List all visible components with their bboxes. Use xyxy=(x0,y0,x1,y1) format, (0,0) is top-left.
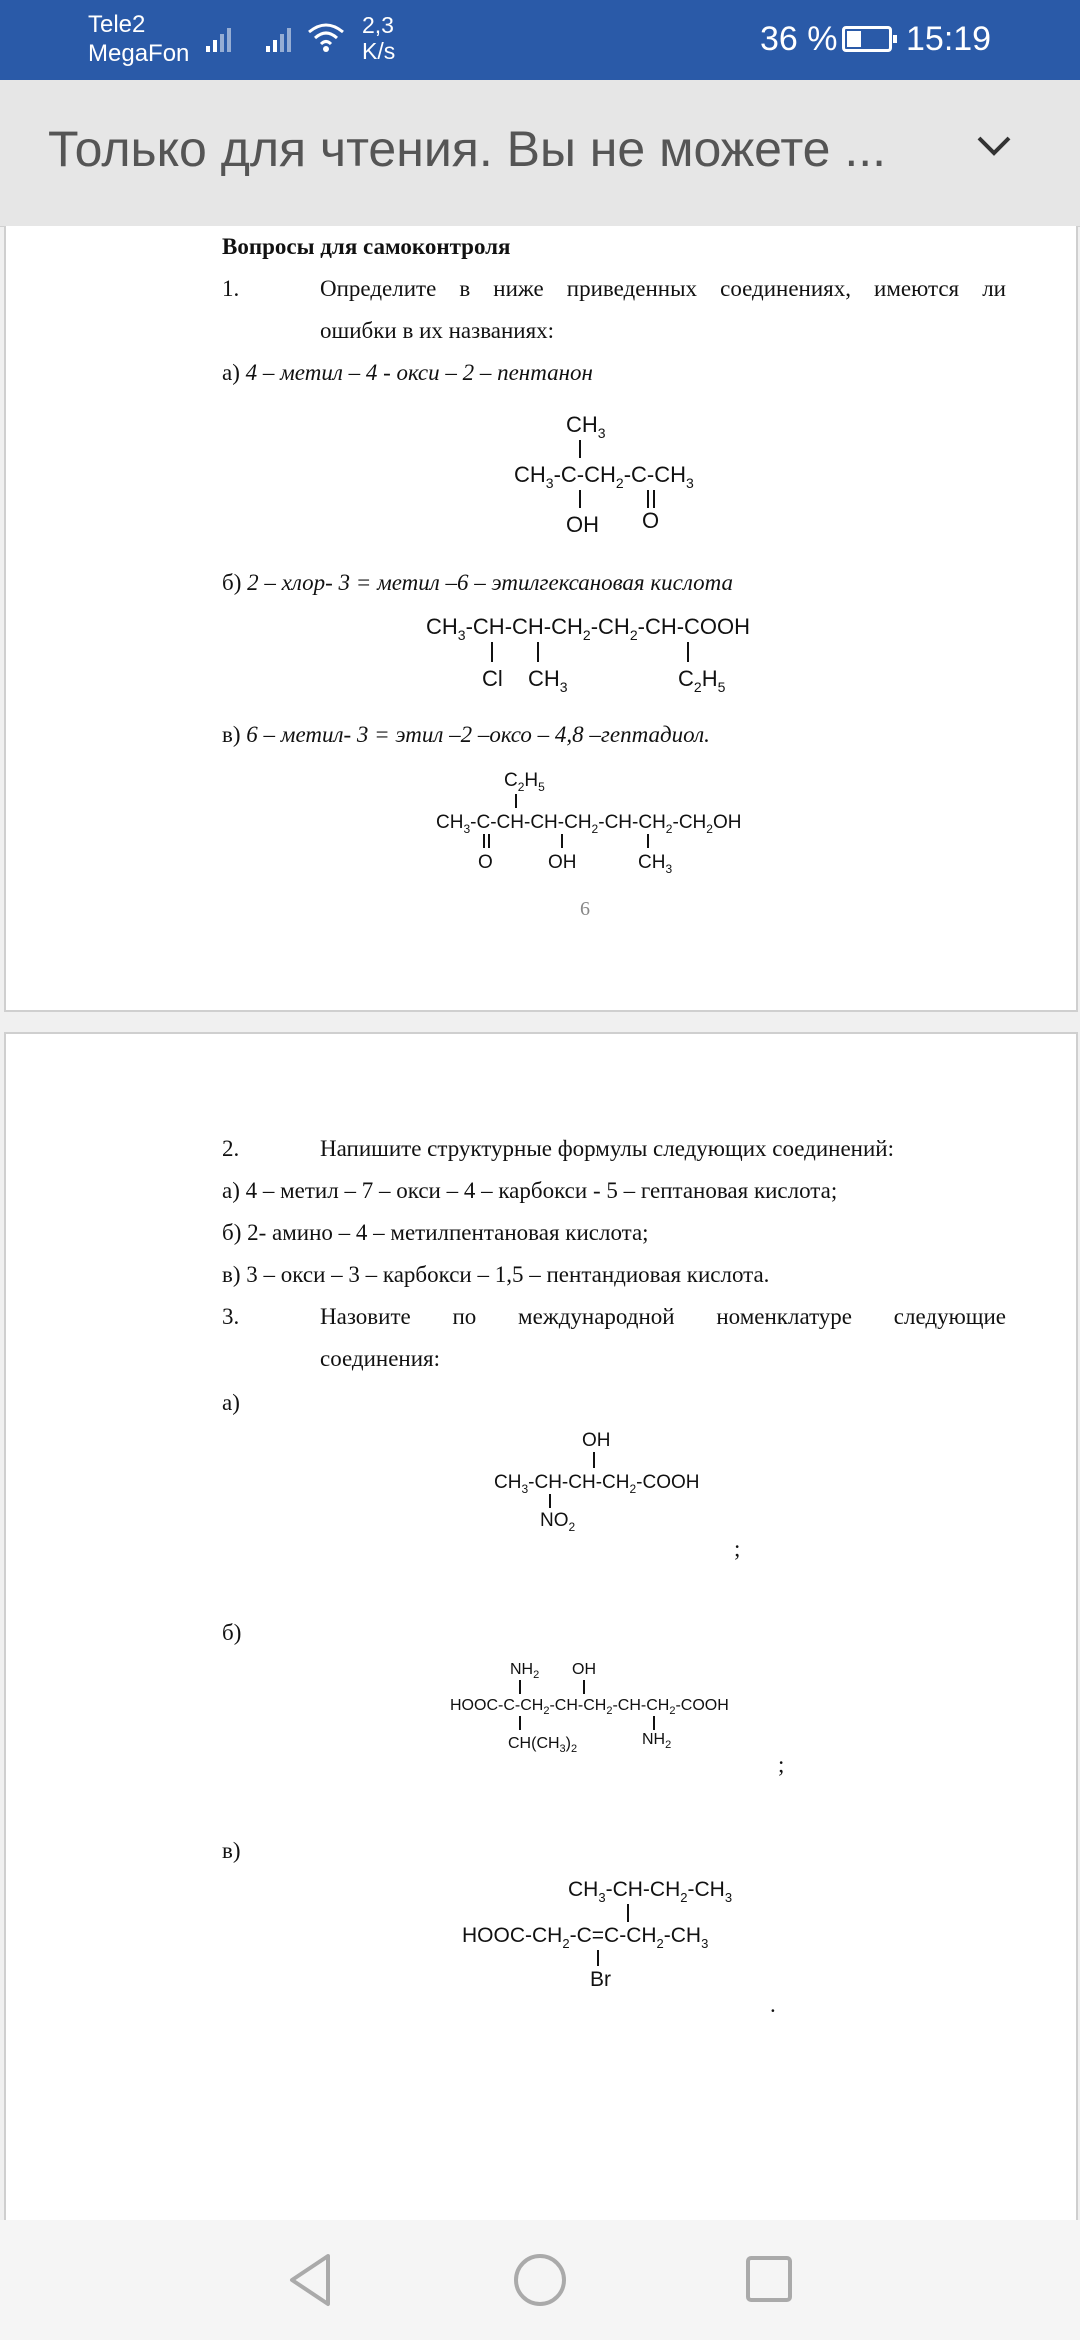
structure-a xyxy=(486,402,726,552)
network-speed xyxy=(362,12,395,64)
svg-text:O: O xyxy=(642,508,660,533)
navigation-bar xyxy=(0,2220,1080,2340)
item-b: б) 2- амино – 4 – метилпентановая кислота; xyxy=(222,1220,649,1245)
page-number: 6 xyxy=(580,898,590,920)
svg-text:OH: OH xyxy=(566,512,599,537)
svg-text:Br: Br xyxy=(590,1968,611,1991)
item-a: а) 4 – метил – 7 – окси – 4 – карбокси - 5 – гептановая кислота; xyxy=(222,1178,838,1203)
document-page-1 xyxy=(4,226,1078,1012)
signal-icon xyxy=(266,24,296,54)
item-v-label: в) xyxy=(222,1838,241,1863)
svg-text:C2H5: $C_2H_5$ xyxy=(678,666,726,695)
svg-text:HOOC-C-CH2-CH-CH2-CH-CH2-COOH: HOOC-$C-CH_2-CH-CH_2-CH-CH_2$-COOH xyxy=(450,1697,729,1717)
structure-3a xyxy=(490,1426,750,1534)
svg-text:CH3-C-CH-CH-CH2-CH-CH2-CH2OH: $CH_3-C-CH-CH-CH_2-CH-CH_2-CH_2OH$ xyxy=(436,812,742,836)
document-page-2 xyxy=(4,1032,1078,2222)
svg-text:NO2: $NO_2$ xyxy=(540,1510,576,1534)
svg-text:CH3-CH-CH-CH2-COOH: $CH_3-CH-CH-CH_2$-COOH xyxy=(494,1472,700,1496)
question-number: 2. xyxy=(222,1136,240,1161)
status-bar xyxy=(0,0,1080,80)
svg-text:CH3-CH-CH2-CH3: $CH_3-CH-CH_2-CH_3$ xyxy=(568,1878,733,1905)
question-text: ошибки в их названиях: xyxy=(320,318,555,343)
banner-text: Только для чтения. Вы не можете ... xyxy=(48,121,887,177)
speed-value: 2,3 xyxy=(362,12,394,38)
svg-text:C2H5: $C_2H_5$ xyxy=(504,770,545,794)
question-text: Напишите структурные формулы следующих соединений: xyxy=(320,1136,895,1161)
clock: 15:19 xyxy=(906,20,992,58)
wifi-icon xyxy=(306,20,346,54)
svg-text:HOOC-CH2-C=C-CH2-CH3: HOOC-$CH_2-C=C-CH_2-CH_3$ xyxy=(462,1924,709,1951)
signal-icon xyxy=(206,24,236,54)
home-icon[interactable] xyxy=(512,2250,568,2310)
carrier-2: MegaFon xyxy=(88,40,190,67)
item-a: а) 4 – метил – 4 - окси – 2 – пентанон xyxy=(222,360,593,385)
item-b-label: б) xyxy=(222,1620,242,1645)
chevron-down-icon[interactable] xyxy=(976,134,1012,158)
structure-b xyxy=(422,610,812,700)
svg-text:O: O xyxy=(478,852,493,873)
svg-text:CH3-CH-CH-CH2-CH2-CH-COOH: $CH_3-CH-CH-CH_2-CH_2-CH$-COOH xyxy=(426,614,751,643)
svg-text:Cl: Cl xyxy=(482,666,503,691)
structure-3b xyxy=(446,1658,786,1758)
question-number: 1. xyxy=(222,276,240,301)
structure-3v xyxy=(458,1872,778,2002)
section-heading: Вопросы для самоконтроля xyxy=(222,234,511,259)
back-icon[interactable] xyxy=(284,2250,334,2310)
svg-text:OH: OH xyxy=(572,1661,596,1678)
item-b: б) 2 – хлор- 3 = метил –6 – этилгексановая кислота xyxy=(222,570,734,595)
svg-text:OH: OH xyxy=(548,852,577,873)
read-only-banner[interactable] xyxy=(0,80,1080,227)
carrier-1: Tele2 xyxy=(88,11,146,38)
item-v: в) 6 – метил- 3 = этил –2 –оксо – 4,8 –гептадиол. xyxy=(222,722,710,747)
punctuation: ; xyxy=(734,1536,741,1561)
question-number: 3. xyxy=(222,1304,240,1329)
svg-text:NH2: $NH_2$ xyxy=(642,1731,672,1751)
svg-text:NH2: $NH_2$ xyxy=(510,1661,540,1681)
svg-text:CH(CH3)2: $CH(CH_3)_2$ xyxy=(508,1735,578,1755)
battery-percent: 36 % xyxy=(760,20,838,58)
svg-text:CH3: $CH_3$ xyxy=(638,852,673,876)
svg-text:OH: OH xyxy=(582,1430,611,1451)
svg-text:CH3: $CH_3$ xyxy=(566,412,606,441)
svg-text:CH3-C-CH2-C-CH3: $CH_3-C-CH_2-C-CH_3$ xyxy=(514,462,694,491)
punctuation: . xyxy=(770,1992,776,2017)
item-v: в) 3 – окси – 3 – карбокси – 1,5 – пентандиовая кислота. xyxy=(222,1262,770,1287)
recents-icon[interactable] xyxy=(744,2250,794,2310)
item-a-label: а) xyxy=(222,1390,240,1415)
speed-unit: K/s xyxy=(362,38,396,64)
punctuation: ; xyxy=(778,1752,785,1777)
battery-icon xyxy=(842,26,892,52)
svg-text:CH3: $CH_3$ xyxy=(528,666,568,695)
question-text: Назовите по международной номенклатуре следующие xyxy=(320,1304,1006,1329)
question-text: Определите в ниже приведенных соединениях, имеются ли xyxy=(320,276,1006,301)
carrier-names xyxy=(88,10,189,68)
structure-v xyxy=(432,766,812,876)
question-text: соединения: xyxy=(320,1346,441,1371)
